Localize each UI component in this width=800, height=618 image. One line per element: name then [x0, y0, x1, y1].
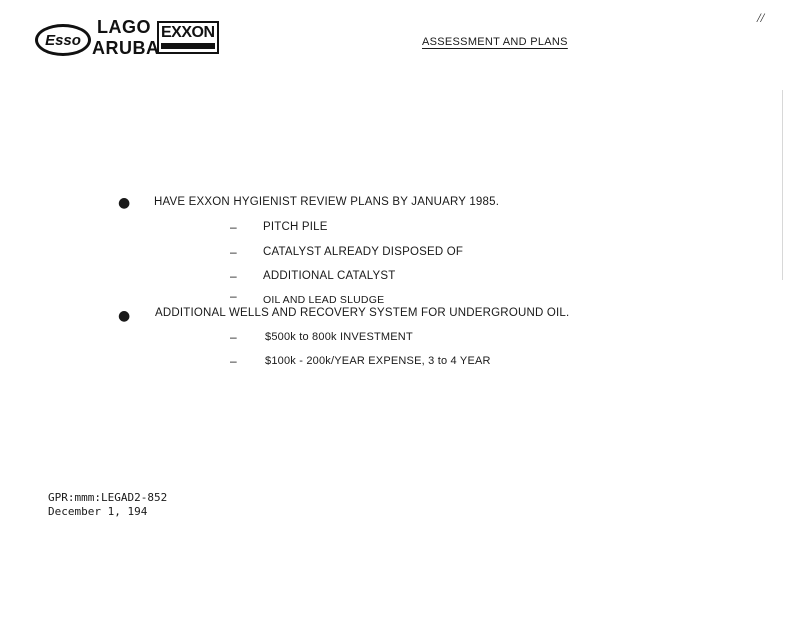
esso-logo-text: Esso [45, 31, 81, 49]
dash-icon: – [230, 220, 237, 234]
document-date: December 1, 194 [48, 505, 148, 518]
exxon-logo-bar [161, 43, 215, 49]
dash-icon: – [230, 245, 237, 259]
bullet-text: ADDITIONAL WELLS AND RECOVERY SYSTEM FOR UNDERGROUND OIL. [155, 307, 570, 319]
sub-item: $100k - 200k/YEAR EXPENSE, 3 to 4 YEAR [265, 355, 491, 367]
dash-icon: – [230, 354, 237, 368]
sub-item: ADDITIONAL CATALYST [263, 270, 396, 282]
bullet-icon: ● [118, 308, 131, 324]
exxon-logo [157, 21, 219, 54]
dash-icon: – [230, 330, 237, 344]
scan-edge-line [782, 90, 783, 280]
exxon-logo-text: EXXON [161, 24, 215, 41]
sub-item: CATALYST ALREADY DISPOSED OF [263, 246, 464, 258]
page-mark: // [757, 10, 765, 25]
page-title: ASSESSMENT AND PLANS [422, 36, 568, 48]
reference-code: GPR:mmm:LEGAD2-852 [48, 491, 168, 504]
aruba-logo-text: ARUBA [92, 38, 160, 58]
dash-icon: – [230, 289, 237, 303]
bullet-text: HAVE EXXON HYGIENIST REVIEW PLANS BY JANUARY 1985. [154, 196, 500, 208]
sub-item: OIL AND LEAD SLUDGE [263, 294, 385, 306]
bullet-icon: ● [118, 195, 131, 211]
esso-logo [35, 24, 91, 56]
sub-item: PITCH PILE [263, 221, 328, 233]
sub-item: $500k to 800k INVESTMENT [265, 331, 413, 343]
dash-icon: – [230, 269, 237, 283]
lago-logo-text: LAGO [97, 17, 151, 37]
